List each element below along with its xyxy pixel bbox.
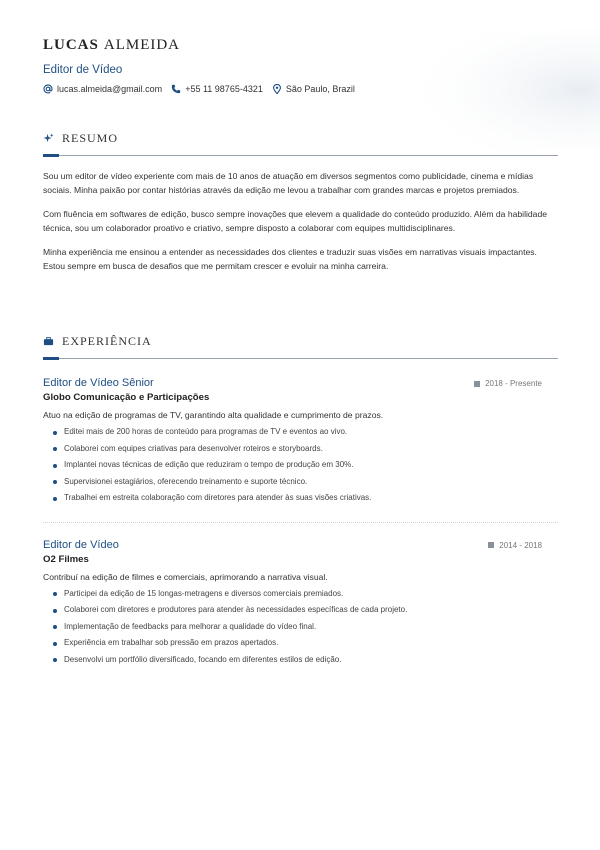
job-dates-text: 2018 - Presente [485,379,542,388]
contact-email[interactable] [43,84,162,94]
list-item: Desenvolvi um portfólio diversificado, focando em diferentes estilos de edição. [43,652,558,669]
job-bullet-list [43,586,558,669]
job-role: Editor de Vídeo Sênior [43,377,154,389]
job-dates [488,541,542,550]
summary-title: RESUMO [62,130,119,145]
calendar-icon [474,381,480,387]
list-item: Participei da edição de 15 longas-metragens e diversos comerciais premiados. [43,586,558,603]
job-description: Atuo na edição de programas de TV, garantindo alta qualidade e cumprimento de prazos. [43,410,384,420]
resume-header [43,37,558,94]
job-company: O2 Filmes [43,553,89,565]
experience-title: EXPERIÊNCIA [62,333,152,348]
job-bullet-list [43,424,558,507]
experience-heading [43,333,558,349]
person-name [43,37,558,54]
contact-phone-text: +55 11 98765-4321 [185,84,263,94]
summary-section [43,130,558,284]
summary-heading [43,130,558,146]
phone-icon [171,84,181,94]
job-entry [43,377,558,523]
list-item: Implementação de feedbacks para melhorar a qualidade do vídeo final. [43,619,558,636]
list-item: Experiência em trabalhar sob pressão em prazos apertados. [43,635,558,652]
section-divider [43,357,558,360]
section-divider [43,154,558,157]
briefcase-icon [43,336,54,347]
last-name: ALMEIDA [103,37,181,53]
job-description: Contribuí na edição de filmes e comerciais, aprimorando a narrativa visual. [43,571,328,582]
job-dates-text: 2014 - 2018 [499,540,542,550]
list-item: Colaborei com equipes criativas para desenvolver roteiros e storyboards. [43,441,558,458]
list-item: Editei mais de 200 horas de conteúdo para programas de TV e eventos ao vivo. [43,424,558,441]
experience-section [43,333,558,668]
sparkle-icon [43,133,54,144]
summary-paragraph: Sou um editor de vídeo experiente com mais de 10 anos de atuação em diversos segmentos como publicidade, cinema e mídias sociais. Minha paixão por contar histórias através da edição me levou a trabalhar com grandes marcas e projetos premiados. [43,171,534,195]
list-item: Colaborei com diretores e produtores para atender às necessidades específicas de cada projeto. [43,602,558,619]
calendar-icon [488,542,494,548]
contact-location [272,84,355,94]
contact-phone[interactable] [171,84,263,94]
at-icon [43,84,53,94]
list-item: Trabalhei em estreita colaboração com diretores para atender às suas visões criativas. [43,490,558,507]
contact-email-text: lucas.almeida@gmail.com [57,84,163,94]
summary-paragraph: Com fluência em softwares de edição, busco sempre inovações que elevem a qualidade do conteúdo produzido. Além da habilidade técnica, sou um colaborador proativo e criativo, sempre disposto a colaborar com equipes multidisciplinares. [43,209,548,233]
job-separator [43,522,558,523]
job-company: Globo Comunicação e Participações [43,392,210,403]
list-item: Supervisionei estagiários, oferecendo treinamento e suporte técnico. [43,474,558,491]
job-title: Editor de Vídeo [43,64,123,76]
summary-paragraph: Minha experiência me ensinou a entender as necessidades dos clientes e traduzir suas visões em narrativas visuais impactantes. Estou sempre em busca de desafios que me permitam crescer e evoluir na minha carreira. [43,247,537,271]
contact-list [43,84,558,94]
contact-location-text: São Paulo, Brazil [285,84,355,94]
first-name: LUCAS [43,37,99,53]
list-item: Implantei novas técnicas de edição que reduziram o tempo de produção em 30%. [43,457,558,474]
job-role: Editor de Vídeo [43,538,119,551]
job-dates [474,379,542,388]
job-entry [43,539,558,669]
location-pin-icon [272,84,282,94]
summary-body [43,170,558,273]
